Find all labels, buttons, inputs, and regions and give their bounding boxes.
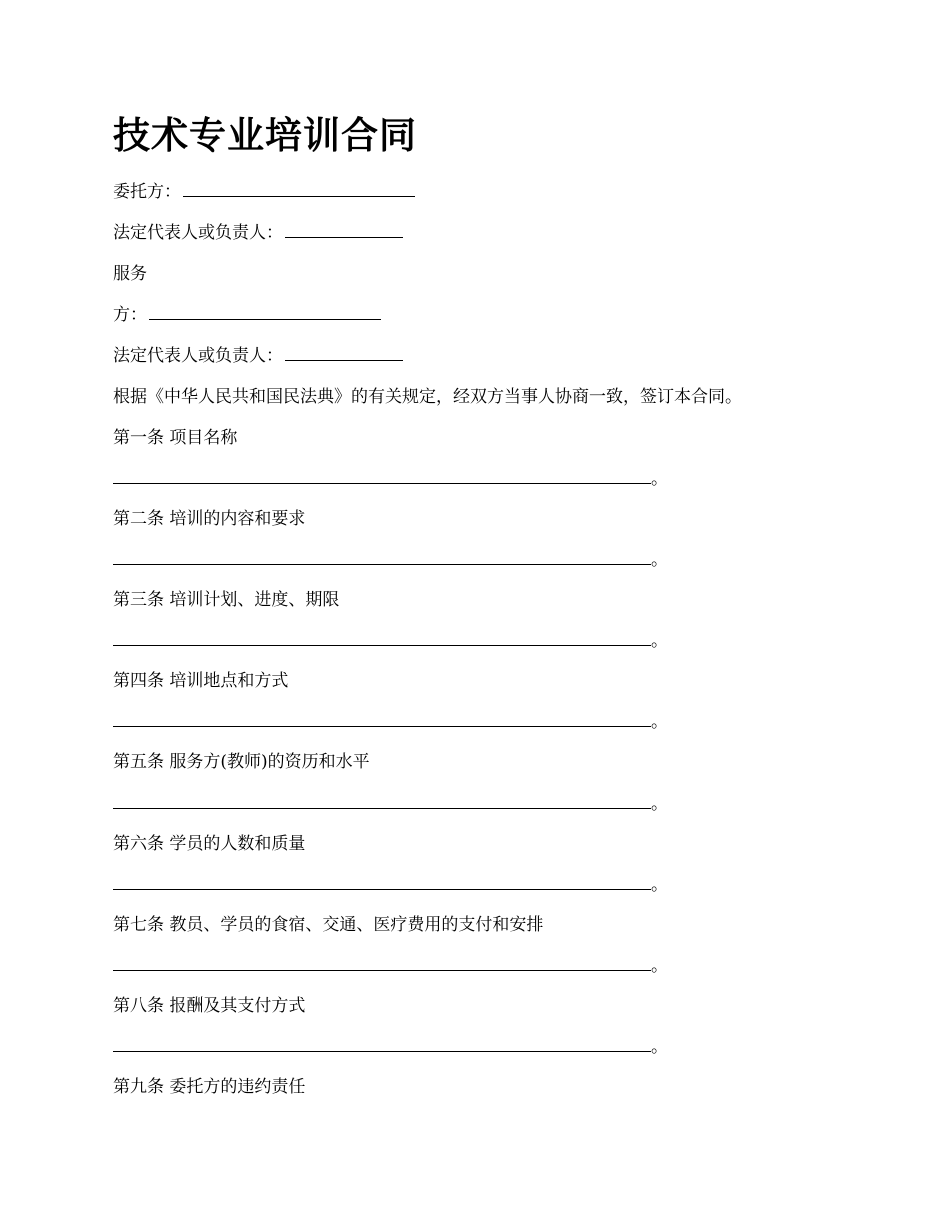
client-rep-blank[interactable] — [285, 223, 403, 238]
fill-rule[interactable] — [113, 549, 651, 565]
fill-rule[interactable] — [113, 874, 651, 890]
period-mark: 。 — [651, 875, 668, 895]
client-blank[interactable] — [183, 182, 415, 197]
period-mark: 。 — [651, 469, 668, 489]
fill-rule[interactable] — [113, 1036, 651, 1052]
article-heading: 第五条 服务方(教师)的资历和水平 — [113, 752, 370, 772]
period-mark: 。 — [651, 712, 668, 732]
provider-rep-label: 法定代表人或负责人： — [113, 346, 283, 366]
period-mark: 。 — [651, 550, 668, 570]
document-title: 技术专业培训合同 — [113, 113, 417, 157]
preamble: 根据《中华人民共和国民法典》的有关规定，经双方当事人协商一致，签订本合同。 — [113, 387, 742, 407]
article-heading: 第八条 报酬及其支付方式 — [113, 996, 306, 1016]
period-mark: 。 — [651, 631, 668, 651]
period-mark: 。 — [651, 956, 668, 976]
fill-rule[interactable] — [113, 468, 651, 484]
provider-rep-line — [113, 345, 403, 367]
fill-rule[interactable] — [113, 711, 651, 727]
article-heading: 第九条 委托方的违约责任 — [113, 1077, 306, 1097]
provider-blank[interactable] — [149, 305, 381, 320]
article-fill-line[interactable] — [113, 711, 668, 733]
article-heading: 第一条 项目名称 — [113, 428, 238, 448]
article-fill-line[interactable] — [113, 630, 668, 652]
article-heading: 第六条 学员的人数和质量 — [113, 834, 306, 854]
provider-label-line1: 服务 — [113, 264, 147, 284]
provider-line — [113, 304, 381, 326]
article-fill-line[interactable] — [113, 874, 668, 896]
article-fill-line[interactable] — [113, 793, 668, 815]
fill-rule[interactable] — [113, 630, 651, 646]
period-mark: 。 — [651, 1037, 668, 1057]
article-heading: 第七条 教员、学员的食宿、交通、医疗费用的支付和安排 — [113, 915, 544, 935]
article-fill-line[interactable] — [113, 955, 668, 977]
article-heading: 第二条 培训的内容和要求 — [113, 509, 306, 529]
article-fill-line[interactable] — [113, 468, 668, 490]
article-heading: 第三条 培训计划、进度、期限 — [113, 590, 340, 610]
client-rep-label: 法定代表人或负责人： — [113, 223, 283, 243]
fill-rule[interactable] — [113, 955, 651, 971]
article-fill-line[interactable] — [113, 1036, 668, 1058]
article-fill-line[interactable] — [113, 549, 668, 571]
client-rep-line — [113, 222, 403, 244]
period-mark: 。 — [651, 794, 668, 814]
client-line — [113, 181, 415, 203]
client-label: 委托方： — [113, 182, 181, 202]
provider-rep-blank[interactable] — [285, 346, 403, 361]
article-heading: 第四条 培训地点和方式 — [113, 671, 289, 691]
fill-rule[interactable] — [113, 793, 651, 809]
provider-label: 方： — [113, 305, 147, 325]
